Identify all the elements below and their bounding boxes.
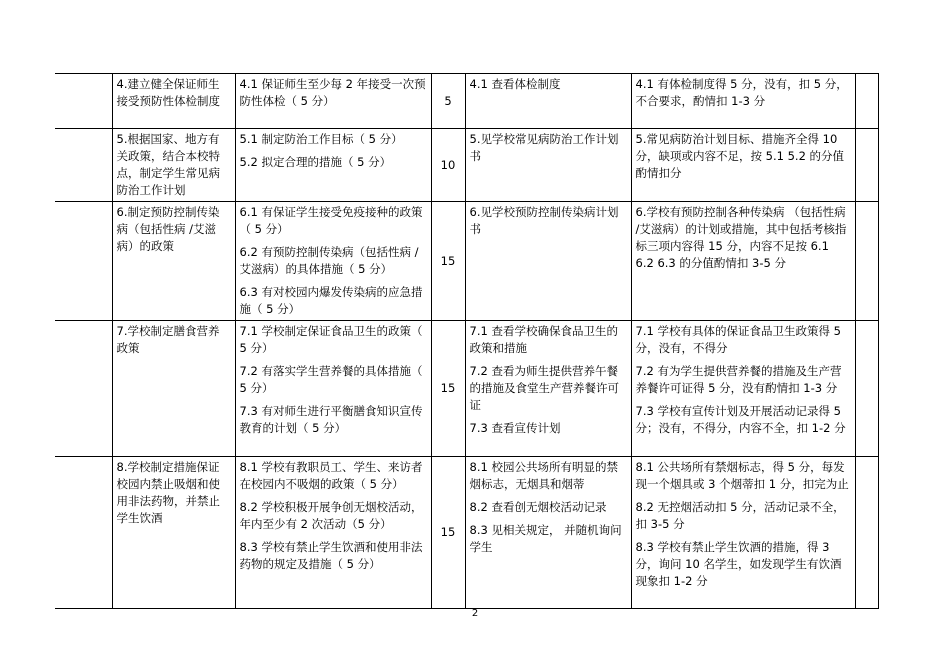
- table-row: [55, 202, 878, 321]
- standard-text: 8.2 学校积极开展争创无烟校活动，年内至少有 2 次活动（5 分）: [239, 500, 423, 531]
- standard-text: 7.3 有对师生进行平衡膳食知识宣传教育的计划（ 5 分）: [239, 404, 423, 435]
- criteria-text: 4.1 有体检制度得 5 分，没有，扣 5 分，不合要求，酌情扣 1-3 分: [635, 77, 848, 108]
- evaluation-table: [55, 73, 879, 609]
- criteria-text: 8.1 公共场所有禁烟标志，得 5 分，每发现一个烟具或 3 个烟蒂扣 1 分，扣完为止: [635, 460, 849, 491]
- page-number: 2: [471, 608, 479, 619]
- remark-cell: [855, 129, 878, 202]
- criteria-cell: [631, 457, 855, 609]
- criteria-cell: [631, 321, 855, 457]
- method-cell: [465, 321, 631, 457]
- method-text: 7.3 查看宣传计划: [469, 421, 561, 435]
- score-cell: 5: [431, 74, 465, 129]
- standard-text: 6.3 有对校园内爆发传染病的应急措施（ 5 分）: [239, 285, 423, 316]
- item-cell: 4.建立健全保证师生接受预防性体检制度: [112, 74, 235, 129]
- method-text: 8.2 查看创无烟校活动记录: [469, 500, 607, 514]
- item-cell: 6.制定预防控制传染病（包括性病 /艾滋病）的政策: [112, 202, 235, 321]
- score-cell: 15: [431, 321, 465, 457]
- remark-cell: [855, 74, 878, 129]
- standard-text: 5.1 制定防治工作目标（ 5 分）: [239, 132, 403, 146]
- standard-text: 8.3 学校有禁止学生饮酒和使用非法药物的规定及措施（ 5 分）: [239, 540, 423, 571]
- standard-text: 7.2 有落实学生营养餐的具体措施（ 5 分）: [239, 364, 423, 395]
- table-row: [55, 129, 878, 202]
- method-text: 7.2 查看为师生提供营养午餐的措施及食堂生产营养餐许可证: [469, 364, 619, 412]
- criteria-text: 8.2 无控烟活动扣 5 分，活动记录不全，扣 3-5 分: [635, 500, 845, 531]
- method-cell: [465, 74, 631, 129]
- standard-text: 7.1 学校制定保证食品卫生的政策（ 5 分）: [239, 324, 423, 355]
- standard-text: 6.2 有预防控制传染病（包括性病 /艾滋病）的具体措施（ 5 分）: [239, 245, 419, 276]
- score-cell: 15: [431, 457, 465, 609]
- criteria-cell: [631, 129, 855, 202]
- criteria-text: 5.常见病防治计划目标、措施齐全得 10 分，缺项或内容不足，按 5.1 5.2 的分值酌情扣分: [635, 132, 845, 180]
- criteria-text: 7.3 学校有宣传计划及开展活动记录得 5 分；没有，不得分，内容不全，扣 1-2 分: [635, 404, 846, 435]
- method-cell: [465, 202, 631, 321]
- criteria-text: 7.1 学校有具体的保证食品卫生政策得 5 分，没有，不得分: [635, 324, 841, 355]
- criteria-text: 7.2 有为学生提供营养餐的措施及生产营养餐许可证得 5 分，没有酌情扣 1-3 分: [635, 364, 842, 395]
- score-cell: 10: [431, 129, 465, 202]
- standard-text: 8.1 学校有教职员工、学生、来访者在校园内不吸烟的政策（ 5 分）: [239, 460, 423, 491]
- standard-text: 5.2 拟定合理的措施（ 5 分）: [239, 155, 392, 169]
- table-row: [55, 457, 878, 609]
- method-cell: [465, 129, 631, 202]
- criteria-cell: [631, 202, 855, 321]
- standard-cell: [235, 457, 431, 609]
- blank-cell: [55, 74, 112, 129]
- method-text: 4.1 查看体检制度: [469, 77, 561, 91]
- criteria-cell: [631, 74, 855, 129]
- table-row: [55, 321, 878, 457]
- blank-cell: [55, 457, 112, 609]
- remark-cell: [855, 321, 878, 457]
- standard-cell: [235, 321, 431, 457]
- method-cell: [465, 457, 631, 609]
- blank-cell: [55, 129, 112, 202]
- item-cell: 7.学校制定膳食营养政策: [112, 321, 235, 457]
- method-text: 6.见学校预防控制传染病计划书: [469, 205, 619, 236]
- method-text: 8.3 见相关规定， 并随机询问学生: [469, 523, 622, 554]
- remark-cell: [855, 457, 878, 609]
- criteria-text: 6.学校有预防控制各种传染病 （包括性病 /艾滋病）的计划或措施，其中包括考核指标三项内容得 15 分，内容不足按 6.1 6.2 6.3 的分值酌情扣 3-5 分: [635, 205, 847, 270]
- method-text: 8.1 校园公共场所有明显的禁烟标志，无烟具和烟蒂: [469, 460, 618, 491]
- standard-text: 4.1 保证师生至少每 2 年接受一次预防性体检（ 5 分）: [239, 77, 426, 108]
- blank-cell: [55, 202, 112, 321]
- item-cell: 8.学校制定措施保证校园内禁止吸烟和使用非法药物，并禁止学生饮酒: [112, 457, 235, 609]
- blank-cell: [55, 321, 112, 457]
- score-cell: 15: [431, 202, 465, 321]
- remark-cell: [855, 202, 878, 321]
- method-text: 7.1 查看学校确保食品卫生的政策和措施: [469, 324, 618, 355]
- method-text: 5.见学校常见病防治工作计划书: [469, 132, 619, 163]
- standard-cell: [235, 129, 431, 202]
- table-row: [55, 74, 878, 129]
- standard-cell: [235, 202, 431, 321]
- criteria-text: 8.3 学校有禁止学生饮酒的措施，得 3 分，询问 10 名学生，如发现学生有饮酒现象扣 1-2 分: [635, 540, 842, 588]
- table-body: [55, 74, 878, 609]
- standard-cell: [235, 74, 431, 129]
- standard-text: 6.1 有保证学生接受免疫接种的政策（ 5 分）: [239, 205, 423, 236]
- item-cell: 5.根据国家、地方有关政策，结合本校特点，制定学生常见病防治工作计划: [112, 129, 235, 202]
